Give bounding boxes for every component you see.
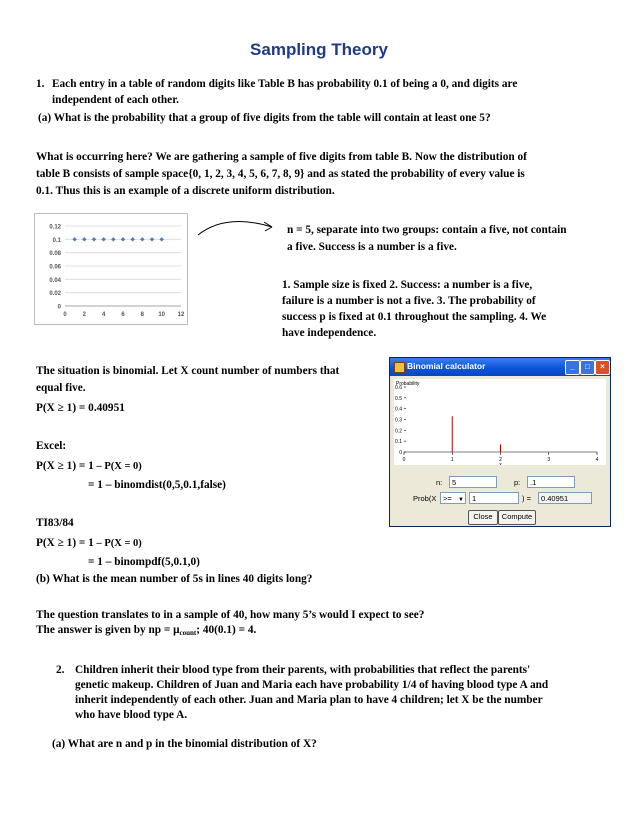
data-point	[101, 237, 105, 241]
probability-plot	[394, 379, 606, 465]
q1-part-a: (a) What is the probability that a group of five digits from the table will contain at least one 5?	[38, 112, 491, 124]
q1-line1: Each entry in a table of random digits like Table B has probability 0.1 of being a 0, and digits are	[52, 78, 518, 90]
data-point	[111, 237, 115, 241]
q2-number: 2.	[56, 664, 65, 676]
y-tick-label: 0.1	[52, 237, 61, 244]
conditions-line3: success p is fixed at 0.1 throughout the sampling. 4. We	[282, 311, 547, 323]
note-line1: n = 5, separate into two groups: contain a five, not contain	[287, 224, 567, 236]
situation-line2: equal five.	[36, 382, 86, 394]
plot-x-tick-label: 4	[595, 457, 599, 463]
x-tick-label: 0	[63, 312, 67, 318]
data-point	[72, 237, 76, 241]
y-tick-label: 0.08	[49, 251, 61, 258]
probability-plot-svg	[394, 379, 606, 465]
plot-y-tick-label: 0.1	[395, 439, 402, 446]
maximize-icon[interactable]: □	[580, 360, 595, 375]
q1-line2: independent of each other.	[52, 94, 179, 106]
plot-x-tick-label: 2	[499, 457, 502, 463]
page-title: Sampling Theory	[250, 40, 388, 59]
ti-heading: TI83/84	[36, 517, 74, 529]
result-field: 0.40951	[538, 492, 592, 504]
q2-line4: who have blood type A.	[75, 709, 188, 721]
note-line2: a five. Success is a number is a five.	[287, 241, 457, 253]
y-tick-label: 0.06	[49, 264, 61, 271]
occurring-line3: 0.1. Thus this is an example of a discrete uniform distribution.	[36, 185, 335, 197]
dropdown-arrow-icon: ▼	[458, 497, 464, 503]
conditions-line2: failure is a number is not a five. 3. The probability of	[282, 295, 536, 307]
excel-line1b: – P(X = 0)	[93, 461, 142, 472]
arrow-icon	[196, 219, 282, 239]
compute-button[interactable]: Compute	[498, 510, 536, 525]
y-tick-label: 0.12	[49, 224, 61, 231]
equals-label: ) =	[522, 494, 531, 503]
plot-x-label: x	[499, 462, 502, 465]
uniform-distribution-chart	[34, 213, 188, 325]
q2-part-a: (a) What are n and p in the binomial distribution of X?	[52, 738, 317, 750]
ti-line1	[36, 537, 142, 550]
close-window-icon[interactable]: ×	[595, 360, 610, 375]
operator-select[interactable]	[440, 492, 466, 504]
x-tick-label: 12	[177, 312, 185, 318]
plot-y-tick-label: 0.4	[395, 406, 402, 413]
conditions-line1: 1. Sample size is fixed 2. Success: a number is a five,	[282, 279, 533, 291]
translates-line2	[36, 624, 256, 640]
data-point	[92, 237, 96, 241]
n-input[interactable]: 5	[449, 476, 497, 488]
p-input[interactable]: .1	[527, 476, 575, 488]
operator-value: >=	[443, 494, 452, 503]
minimize-icon[interactable]: _	[565, 360, 580, 375]
count-subscript: count	[179, 629, 197, 637]
ti-line1b: – P(X = 0)	[93, 538, 142, 549]
plot-y-tick-label: 0.5	[395, 395, 402, 402]
app-icon	[394, 362, 405, 373]
plot-y-tick-label: 0.6	[395, 385, 402, 391]
excel-heading: Excel:	[36, 440, 67, 452]
p-label: p:	[514, 478, 521, 487]
q2-line1: Children inherit their blood type from their parents, with probabilities that reflect the parents'	[75, 664, 531, 676]
excel-line2: = 1 – binomdist(0,5,0.1,false)	[88, 479, 226, 491]
y-tick-label: 0.04	[49, 277, 61, 284]
x-input[interactable]: 1	[469, 492, 519, 504]
prob-label: Prob(X	[413, 494, 437, 503]
translates-line1: The question translates to in a sample of 40, how many 5’s would I expect to see?	[36, 609, 425, 621]
ti-line1a: P(X ≥ 1) = 1	[36, 537, 94, 549]
plot-y-label: Probability	[396, 381, 420, 387]
close-button[interactable]: Close	[468, 510, 498, 525]
data-point	[159, 237, 163, 241]
y-tick-label: 0.02	[49, 291, 61, 298]
probability-result: P(X ≥ 1) = 0.40951	[36, 402, 125, 414]
plot-y-tick-label: 0.2	[395, 428, 402, 435]
plot-y-tick-label: 0.3	[395, 417, 402, 424]
q2-line3: inherit independently of each other. Juan and Maria plan to have 4 children; let X be the number	[75, 694, 543, 706]
calculator-title: Binomial calculator	[407, 361, 486, 371]
q2-line2: genetic makeup. Children of Juan and Maria each have probability 1/4 of having blood type A and	[75, 679, 549, 691]
translates-text-b: ; 40(0.1) = 4.	[196, 624, 257, 636]
conditions-line4: have independence.	[282, 327, 377, 339]
excel-line1a: P(X ≥ 1) = 1	[36, 460, 94, 472]
occurring-line2: table B consists of sample space{0, 1, 2, 3, 4, 5, 6, 7, 8, 9} and as stated the probability of every value is	[36, 168, 525, 180]
x-tick-label: 6	[121, 312, 125, 318]
translates-text-a: The answer is given by np = μ	[36, 624, 180, 636]
y-tick-label: 0	[57, 304, 61, 311]
plot-x-tick-label: 3	[547, 457, 551, 463]
excel-line1	[36, 460, 142, 473]
q1-number: 1.	[36, 78, 45, 90]
binomial-calculator-window	[389, 357, 611, 527]
x-tick-label: 10	[158, 312, 166, 318]
data-point	[82, 237, 86, 241]
x-tick-label: 8	[140, 312, 145, 318]
uniform-chart-svg	[35, 214, 187, 324]
data-point	[140, 237, 144, 241]
n-label: n:	[436, 478, 443, 487]
plot-x-tick-label: 0	[402, 457, 406, 463]
ti-line2: = 1 – binompdf(5,0.1,0)	[88, 556, 200, 568]
data-point	[121, 237, 125, 241]
x-tick-label: 4	[101, 312, 106, 318]
x-tick-label: 2	[82, 312, 87, 318]
calculator-title-bar	[390, 358, 610, 376]
plot-x-tick-label: 1	[450, 457, 454, 463]
plot-y-tick-label: 0	[399, 450, 402, 456]
occurring-line1: What is occurring here? We are gathering a sample of five digits from table B. Now the distribution of	[36, 151, 527, 163]
situation-line1: The situation is binomial. Let X count number of numbers that	[36, 365, 340, 377]
data-point	[150, 237, 154, 241]
data-point	[130, 237, 134, 241]
q1-part-b: (b) What is the mean number of 5s in lines 40 digits long?	[36, 573, 313, 585]
